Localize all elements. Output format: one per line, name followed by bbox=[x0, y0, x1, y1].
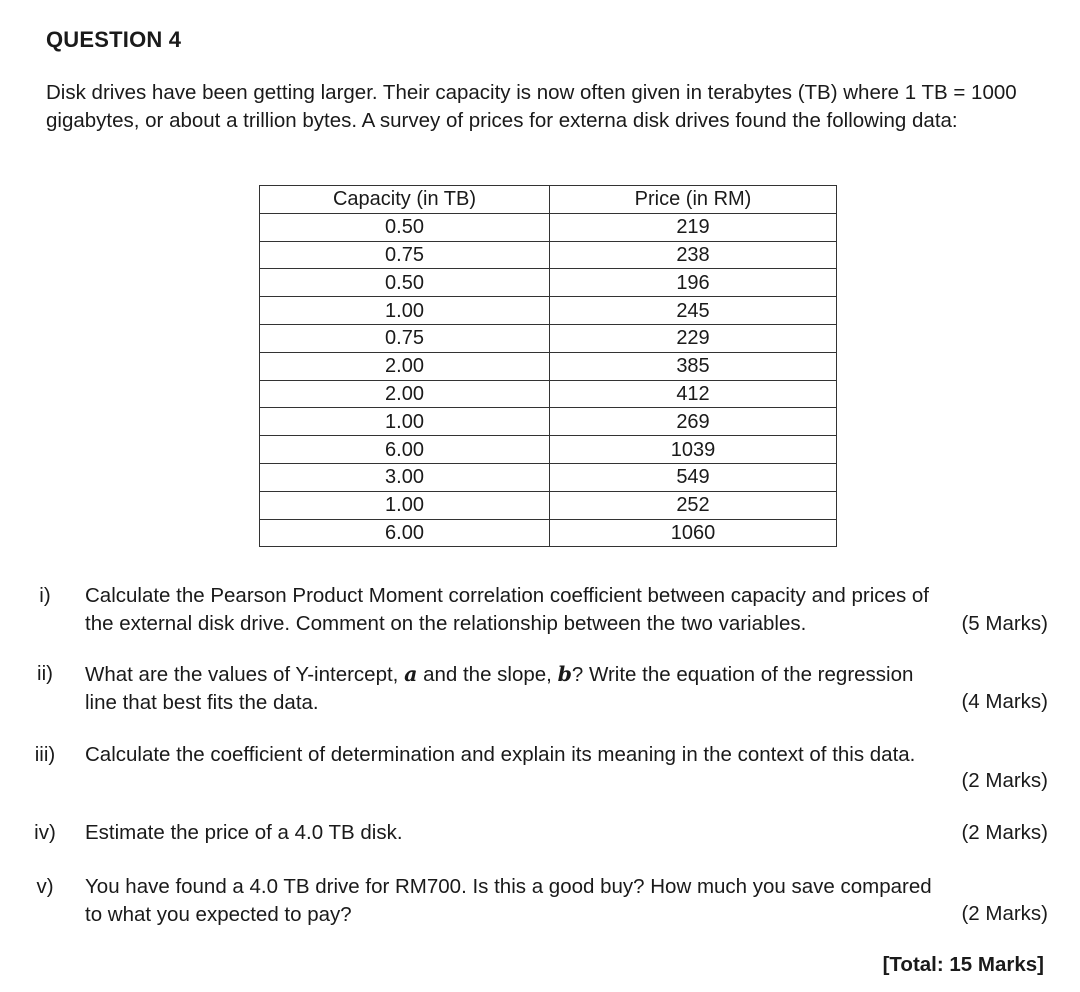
data-table bbox=[259, 185, 837, 547]
total-marks: [Total: 15 Marks] bbox=[882, 953, 1044, 976]
part-text-line: line that best fits the data. bbox=[85, 691, 319, 714]
part-marks: (4 Marks) bbox=[961, 690, 1048, 713]
capacity-cell: 1.00 bbox=[260, 297, 550, 325]
part-text-line: Estimate the price of a 4.0 TB disk. bbox=[85, 821, 403, 844]
price-cell: 412 bbox=[550, 380, 837, 408]
price-cell: 1060 bbox=[550, 519, 837, 547]
capacity-cell: 0.50 bbox=[260, 269, 550, 297]
price-cell: 219 bbox=[550, 213, 837, 241]
table-row bbox=[260, 408, 837, 436]
table-row bbox=[260, 436, 837, 464]
part-text-line bbox=[85, 660, 1048, 689]
part-number: i) bbox=[39, 584, 51, 607]
header-price: Price (in RM) bbox=[550, 186, 837, 214]
part-text-line: You have found a 4.0 TB drive for RM700. Is this a good buy? How much you save compared bbox=[85, 875, 932, 898]
part-number: iv) bbox=[34, 821, 56, 844]
capacity-cell: 1.00 bbox=[260, 491, 550, 519]
capacity-cell: 2.00 bbox=[260, 380, 550, 408]
part-text bbox=[85, 873, 1048, 929]
table-row bbox=[260, 463, 837, 491]
symbol-b: b bbox=[557, 662, 572, 686]
price-cell: 1039 bbox=[550, 436, 837, 464]
part-text-line: to what you expected to pay? bbox=[85, 903, 352, 926]
table-row bbox=[260, 324, 837, 352]
table-row bbox=[260, 491, 837, 519]
symbol-a: a bbox=[404, 662, 418, 686]
part-number: v) bbox=[36, 875, 54, 898]
text-segment: What are the values of Y-intercept, bbox=[85, 663, 405, 686]
part-marks: (2 Marks) bbox=[961, 769, 1048, 792]
table-row bbox=[260, 380, 837, 408]
question-intro: Disk drives have been getting larger. Their capacity is now often given in terabytes (TB) where 1 TB = 1000 gigabytes, or about a trillion bytes. A survey of prices for externa disk drives found the following data: bbox=[46, 81, 1017, 132]
part-marks: (2 Marks) bbox=[961, 821, 1048, 844]
part-text bbox=[85, 582, 1048, 638]
capacity-cell: 0.75 bbox=[260, 241, 550, 269]
part-text-line: Calculate the Pearson Product Moment correlation coefficient between capacity and prices of bbox=[85, 584, 930, 607]
table-row bbox=[260, 519, 837, 547]
part-text bbox=[85, 819, 1048, 847]
part-marks: (2 Marks) bbox=[961, 902, 1048, 925]
table-row bbox=[260, 213, 837, 241]
part-text bbox=[85, 660, 1048, 717]
part-marks: (5 Marks) bbox=[961, 612, 1048, 635]
price-cell: 238 bbox=[550, 241, 837, 269]
table-row bbox=[260, 297, 837, 325]
price-cell: 252 bbox=[550, 491, 837, 519]
part-text-line: Calculate the coefficient of determination and explain its meaning in the context of this data. bbox=[85, 743, 916, 766]
table-row bbox=[260, 269, 837, 297]
price-cell: 245 bbox=[550, 297, 837, 325]
part-number: iii) bbox=[34, 743, 56, 766]
capacity-cell: 3.00 bbox=[260, 463, 550, 491]
part-text-line: the external disk drive. Comment on the relationship between the two variables. bbox=[85, 612, 807, 635]
capacity-cell: 1.00 bbox=[260, 408, 550, 436]
price-cell: 549 bbox=[550, 463, 837, 491]
part-number: ii) bbox=[37, 662, 53, 685]
capacity-cell: 6.00 bbox=[260, 436, 550, 464]
question-heading: QUESTION 4 bbox=[46, 27, 182, 52]
capacity-cell: 0.50 bbox=[260, 213, 550, 241]
capacity-cell: 2.00 bbox=[260, 352, 550, 380]
table-row bbox=[260, 241, 837, 269]
price-cell: 269 bbox=[550, 408, 837, 436]
part-text bbox=[85, 741, 1048, 769]
capacity-cell: 0.75 bbox=[260, 324, 550, 352]
price-cell: 385 bbox=[550, 352, 837, 380]
text-segment: ? Write the equation of the regression bbox=[571, 663, 914, 686]
header-capacity: Capacity (in TB) bbox=[260, 186, 550, 214]
table-row bbox=[260, 352, 837, 380]
table-header-row bbox=[260, 186, 837, 214]
text-segment: and the slope, bbox=[417, 663, 558, 686]
price-cell: 196 bbox=[550, 269, 837, 297]
capacity-cell: 6.00 bbox=[260, 519, 550, 547]
price-cell: 229 bbox=[550, 324, 837, 352]
